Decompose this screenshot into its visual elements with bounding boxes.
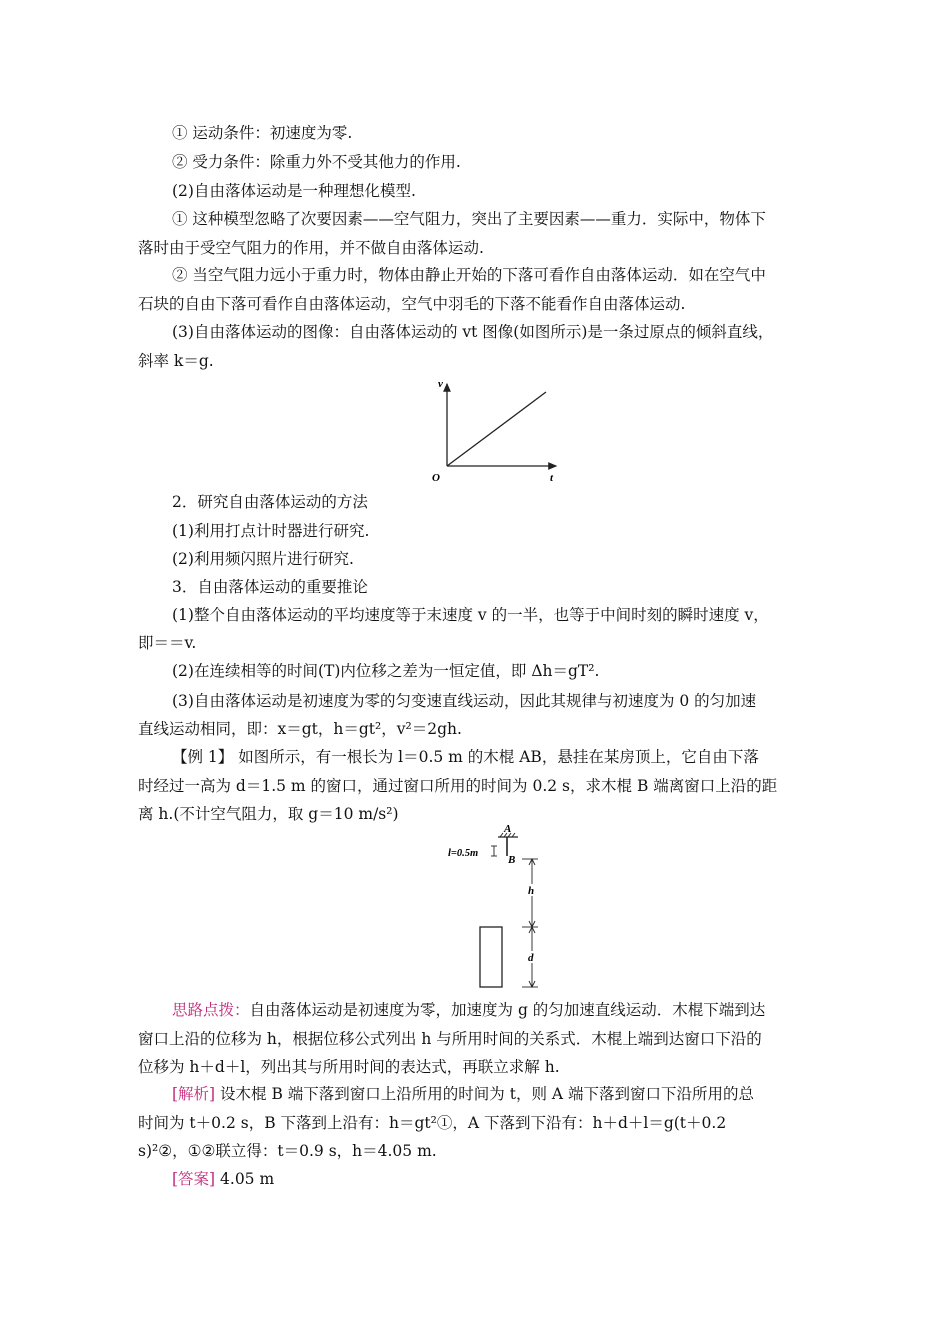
rod-window-diagram [440, 822, 560, 990]
window [480, 927, 502, 987]
label-l: l=0.5m [448, 848, 479, 859]
analysis-line [172, 1083, 754, 1105]
label-b: B [508, 854, 516, 866]
text-line: 时间为 t＋0.2 s，B 下落到上沿有：h＝gt²①，A 下落到下沿有：h＋d＋l＝g(t＋0.2 [138, 1114, 727, 1132]
text-line: ① 运动条件：初速度为零. [172, 124, 353, 142]
analysis-text: 设木棍 B 端下落到窗口上沿所用的时间为 t，则 A 端下落到窗口下沿所用的总 [215, 1085, 754, 1103]
text-line: (2)在连续相等的时间(T)内位移之差为一恒定值，即 Δh＝gT². [172, 662, 600, 680]
text-line: 直线运动相同，即：x＝gt，h＝gt²，v²＝2gh. [138, 720, 462, 738]
label-d: d [528, 952, 534, 964]
text-line: 位移为 h＋d＋l，列出其与所用时间的表达式，再联立求解 h. [138, 1058, 560, 1076]
hint-text: 自由落体运动是初速度为零，加速度为 g 的匀加速直线运动．木棍下端到达 [249, 1001, 766, 1019]
text-line: s)²②，①②联立得：t＝0.9 s，h＝4.05 m. [138, 1142, 437, 1160]
y-axis-label: v [438, 378, 443, 390]
text-line: 即＝＝v. [138, 634, 197, 652]
hint-line [172, 999, 765, 1021]
text-line: (2)自由落体运动是一种理想化模型. [172, 182, 416, 200]
text-line: (3)自由落体运动是初速度为零的匀变速直线运动，因此其规律与初速度为 0 的匀加速 [172, 692, 757, 710]
label-h: h [528, 885, 535, 897]
answer-tag: [答案] [172, 1170, 216, 1188]
section-heading: 3．自由落体运动的重要推论 [172, 578, 368, 596]
text-line: ① 这种模型忽略了次要因素——空气阻力，突出了主要因素——重力．实际中，物体下 [172, 210, 766, 228]
text-line: 窗口上沿的位移为 h，根据位移公式列出 h 与所用时间的关系式．木棍上端到达窗口下沿的 [138, 1030, 762, 1048]
text-line: (2)利用频闪照片进行研究. [172, 550, 354, 568]
text-line: 斜率 k＝g. [138, 352, 214, 370]
analysis-tag: [解析] [172, 1085, 216, 1103]
example-title: 【例 1】 如图所示，有一根长为 l＝0.5 m 的木棍 AB，悬挂在某房顶上，它自由下落 [172, 748, 759, 766]
section-heading: 2．研究自由落体运动的方法 [172, 493, 368, 511]
text-line: 石块的自由下落可看作自由落体运动，空气中羽毛的下落不能看作自由落体运动. [138, 295, 686, 313]
answer-line [172, 1168, 274, 1190]
text-line: 落时由于受空气阻力的作用，并不做自由落体运动. [138, 239, 484, 257]
origin-label: O [432, 472, 440, 484]
text-line: ② 当空气阻力远小于重力时，物体由静止开始的下落可看作自由落体运动．如在空气中 [172, 266, 766, 284]
answer-text: 4.05 m [215, 1170, 275, 1188]
text-line: (1)利用打点计时器进行研究. [172, 522, 370, 540]
text-line: ② 受力条件：除重力外不受其他力的作用. [172, 153, 461, 171]
hint-tag: 思路点拨： [172, 1001, 250, 1019]
vt-graph [420, 372, 570, 488]
text-line: 离 h.(不计空气阻力，取 g＝10 m/s²) [138, 805, 399, 823]
text-line: (1)整个自由落体运动的平均速度等于末速度 v 的一半，也等于中间时刻的瞬时速度 v， [172, 606, 769, 624]
text-line: (3)自由落体运动的图像：自由落体运动的 vt 图像(如图所示)是一条过原点的倾斜直线， [172, 323, 774, 341]
label-a: A [504, 823, 512, 835]
text-line: 时经过一高为 d＝1.5 m 的窗口，通过窗口所用的时间为 0.2 s，求木棍 B 端离窗口上沿的距 [138, 777, 778, 795]
x-axis-label: t [550, 472, 554, 484]
vt-line [447, 392, 546, 466]
